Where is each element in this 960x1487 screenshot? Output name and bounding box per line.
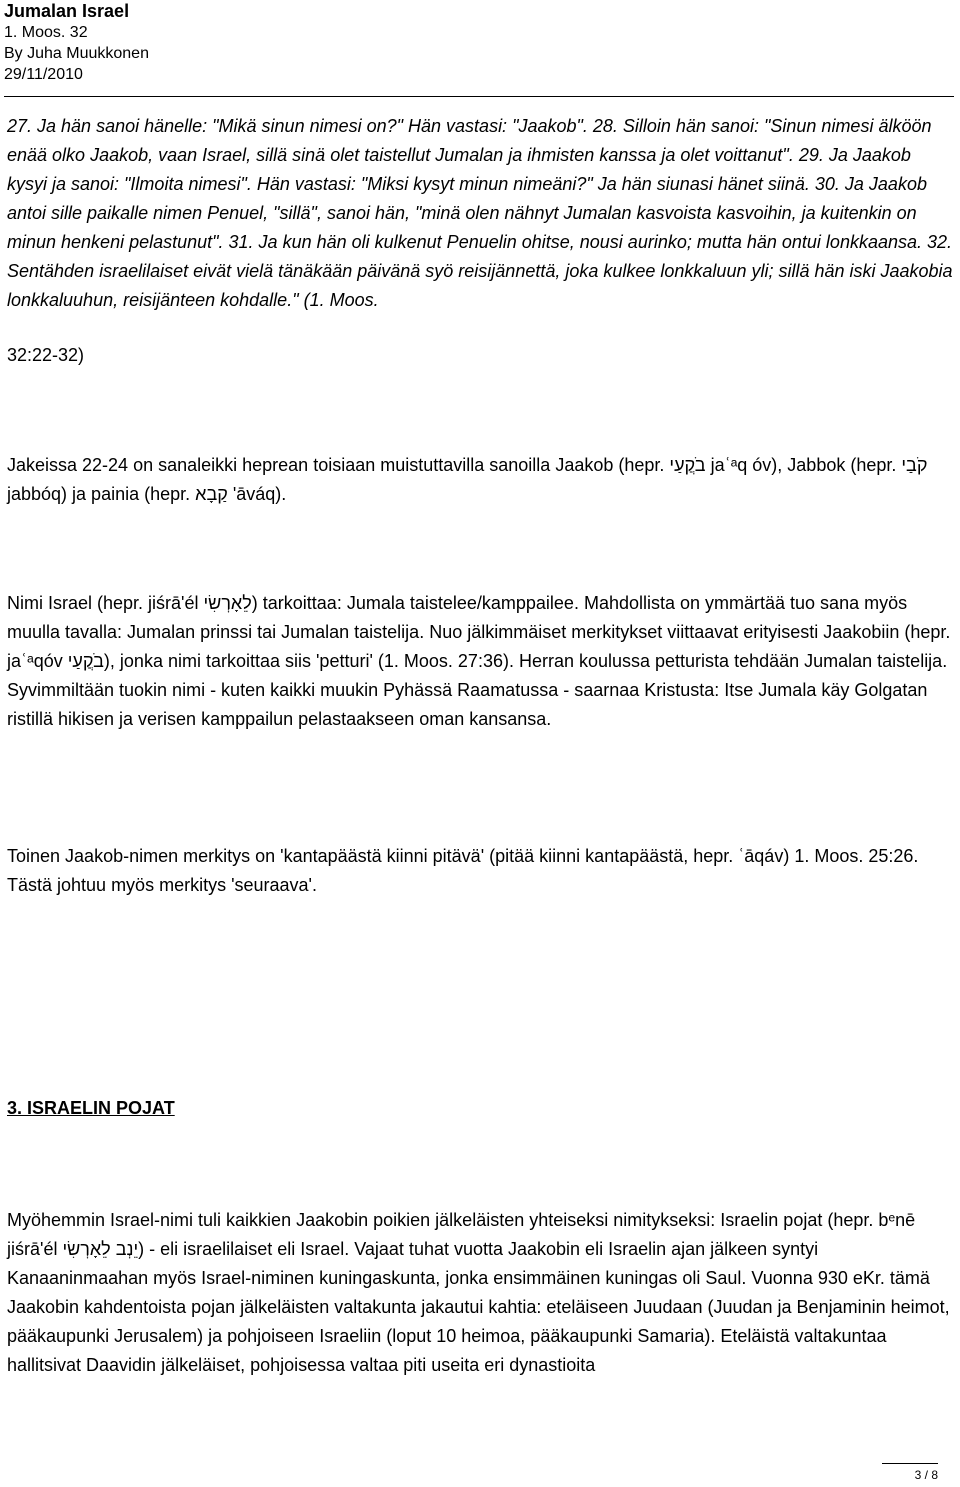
chapter-reference: 1. Moos. 32 xyxy=(4,24,88,41)
bible-quote-paragraph: 27. Ja hän sanoi hänelle: "Mikä sinun nimesi on?" Hän vastasi: "Jaakob". 28. Silloin hän sanoi: "Sinun nimesi älköön enää olko Jaakob, vaan Israel, sillä sinä olet taistellut Jumalan ja ihmisten kanssa ja olet voittanut". 29. Ja Jaakob kysyi ja sanoi: "Ilmoita nimesi". Hän vastasi: "Miksi kysyt minun nimeäni?" Ja hän siunasi hänet siinä. 30. Ja Jaakob antoi sille paikalle nimen Penuel, "sillä", sanoi hän, "minä olen nähnyt Jumalan kasvoista kasvoihin, ja kuitenkin on minun henkeni pelastunut". 31. Ja kun hän oli kulkenut Penuelin ohitse, nousi aurinko; mutta hän ontui lonkkaansa. 32. Sentähden israelilaiset eivät vielä tänäkään päivänä syö reisijännettä, joka kulkee lonkkaluun yli; sillä hän iski Jaakobia lonkkaluuhun, reisijänteen kohdalle." (1. Moos. xyxy=(7,116,953,310)
paragraph-wordplay: Jakeissa 22-24 on sanaleikki heprean toisiaan muistuttavilla sanoilla Jaakob (hepr. בֹקֲעַי jaʿᵃq óv), Jabbok (hepr. קֹבַי jabbóq) ja painia (hepr. קַבָא 'āváq). xyxy=(7,455,928,504)
date-line: 29/11/2010 xyxy=(4,66,83,83)
section-heading: 3. ISRAELIN POJAT xyxy=(7,1098,175,1118)
bible-quote-reference: 32:22-32) xyxy=(7,345,85,365)
author-line: By Juha Muukkonen xyxy=(4,45,149,62)
footer-divider xyxy=(882,1463,938,1464)
paragraph-name-israel: Nimi Israel (hepr. jiśrā'él לֵאָרְשִׂי) tarkoittaa: Jumala taistelee/kamppailee. Mahdollista on ymmärtää tuo sana myös muulla tavalla: Jumalan prinssi tai Jumalan taistelija. Nuo jälkimmäiset merkitykset viittaavat erityisesti Jaakobiin (hepr. jaʿᵃqóv בֹקֲעַי), jonka nimi tarkoittaa siis 'petturi' (1. Moos. 27:36). Herran koulussa petturista tehdään Jumalan taistelija. Syvimmiltään tuokin nimi - kuten kaikki muukin Pyhässä Raamatussa - saarnaa Kristusta: Itse Jumala käy Golgatan ristillä hikisen ja verisen kamppailun pelastaakseen oman kansansa. xyxy=(7,593,951,729)
page-number: 3 / 8 xyxy=(914,1468,938,1482)
document-header xyxy=(4,0,149,85)
paragraph-heel: Toinen Jaakob-nimen merkitys on 'kantapäästä kiinni pitävä' (pitää kiinni kantapäästä, hepr. ʿāqáv) 1. Moos. 25:26. Tästä johtuu myös merkitys 'seuraava'. xyxy=(7,846,919,895)
document-title: Jumalan Israel xyxy=(4,1,130,21)
header-divider xyxy=(4,96,954,97)
paragraph-sons-of-israel: Myöhemmin Israel-nimi tuli kaikkien Jaakobin poikien jälkeläisten yhteiseksi nimitykseksi: Israelin pojat (hepr. bᵉnē jiśrā'él יֵנְב לֵאָרְשִׂי) - eli israelilaiset eli Israel. Vajaat tuhat vuotta Jaakobin eli Israelin ajan jälkeen syntyi Kanaaninmaahan myös Israel-niminen kuningaskunta, jonka ensimmäinen kuningas oli Saul. Vuonna 930 eKr. tämä Jaakobin kahdentoista pojan jälkeläisten valtakunta jakautui kahtia: eteläiseen Juudaan (Juudan ja Benjaminin heimot, pääkaupunki Jerusalem) ja pohjoiseen Israeliin (loput 10 heimoa, pääkaupunki Samaria). Eteläistä valtakuntaa hallitsivat Daavidin jälkeläiset, pohjoisessa valtaa piti useita eri dynastioita xyxy=(7,1210,950,1375)
